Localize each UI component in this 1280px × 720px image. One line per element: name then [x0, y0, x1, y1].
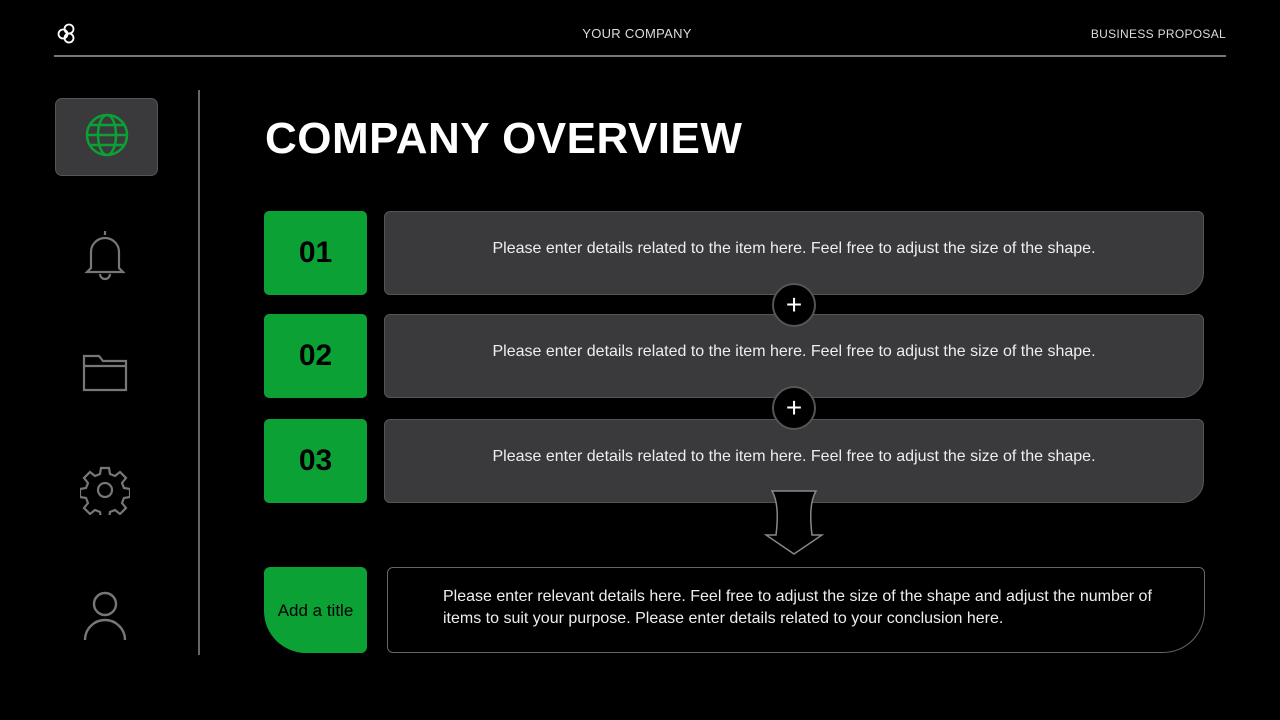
- item-card: Please enter details related to the item here. Feel free to adjust the size of the shape.: [384, 419, 1204, 503]
- plus-icon: +: [772, 283, 816, 327]
- sidebar-item-notifications[interactable]: [78, 230, 132, 284]
- sidebar-item-globe[interactable]: [55, 98, 158, 176]
- company-name: YOUR COMPANY: [582, 26, 692, 41]
- folder-icon: [81, 350, 129, 399]
- item-number: 03: [264, 419, 367, 503]
- user-icon: [81, 588, 129, 647]
- sidebar-item-profile[interactable]: [78, 590, 132, 644]
- conclusion-text: Please enter relevant details here. Feel free to adjust the size of the shape and adjust the number of items to suit your purpose. Please enter details related to your conclusion here.: [387, 567, 1205, 653]
- item-card: Please enter details related to the item here. Feel free to adjust the size of the shape.: [384, 314, 1204, 398]
- item-number: 01: [264, 211, 367, 295]
- bell-icon: [81, 228, 129, 287]
- item-number: 02: [264, 314, 367, 398]
- sidebar-item-folder[interactable]: [78, 347, 132, 401]
- arrow-down-icon: [764, 490, 824, 561]
- sidebar-item-settings[interactable]: [78, 465, 132, 519]
- plus-icon: +: [772, 386, 816, 430]
- item-card: Please enter details related to the item here. Feel free to adjust the size of the shape.: [384, 211, 1204, 295]
- sidebar-divider: [198, 90, 200, 655]
- gear-icon: [80, 465, 130, 520]
- logo-rings-icon: [56, 23, 78, 50]
- document-type: BUSINESS PROPOSAL: [1090, 27, 1226, 41]
- globe-icon: [84, 112, 130, 163]
- page-title: COMPANY OVERVIEW: [265, 114, 743, 163]
- conclusion-title: Add a title: [264, 567, 367, 653]
- header-divider: [54, 55, 1226, 57]
